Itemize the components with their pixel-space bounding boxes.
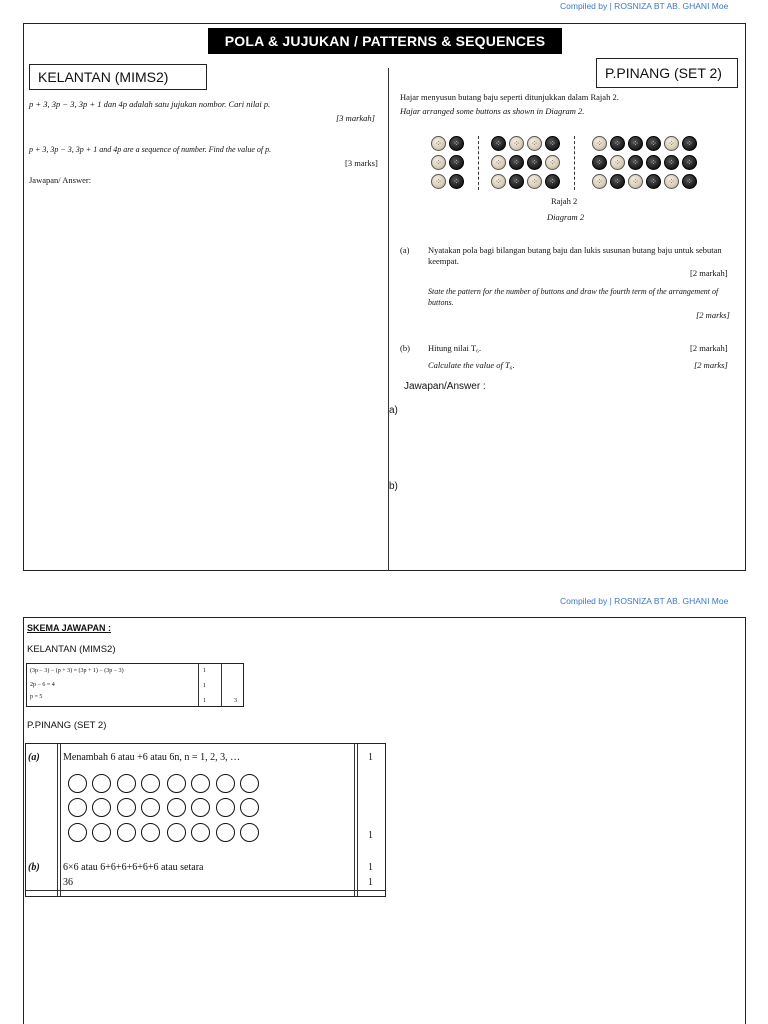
circle-icon [68,798,87,817]
button-icon [509,155,524,170]
kelantan-mark-english: [3 marks] [345,158,378,168]
circle-icon [240,823,259,842]
part-b-label: (b) [400,343,410,353]
circle-icon [191,823,210,842]
circle-icon [92,798,111,817]
answer-a-label: a) [389,405,398,416]
button-icon [628,155,643,170]
button-icon [664,155,679,170]
circle-icon [191,774,210,793]
button-icon [527,155,542,170]
button-icon [509,174,524,189]
pinang-intro-english: Hajar arranged some buttons as shown in Diagram 2. [400,106,585,116]
circle-icon [141,774,160,793]
part-b-english: Calculate the value of T₆. [428,360,515,370]
kelantan-step-3-mark: 1 [203,698,206,704]
button-icon [431,174,446,189]
page-banner: POLA & JUJUKAN / PATTERNS & SEQUENCES [208,28,562,54]
pinang-intro-malay: Hajar menyusun butang baju seperti ditunjukkan dalam Rajah 2. [400,92,619,102]
kelantan-total-mark: 3 [234,698,237,704]
scheme-b-mark-1: 1 [368,862,373,873]
button-icon [527,174,542,189]
button-icon [682,174,697,189]
kelantan-step-1: (3p − 3) − (p + 3) = (3p + 1) − (3p − 3) [30,668,124,674]
circle-icon [117,798,136,817]
circle-icon [141,823,160,842]
circle-icon [216,823,235,842]
scheme-a-mark-1: 1 [368,752,373,763]
button-icon [431,136,446,151]
button-icon [449,155,464,170]
kelantan-label: KELANTAN (MIMS2) [29,64,207,90]
kelantan-step-2-mark: 1 [203,683,206,689]
part-b-malay: Hitung nilai T₆. [428,343,482,353]
circle-icon [240,798,259,817]
circle-icon [92,823,111,842]
button-icon [646,174,661,189]
part-b-mark-malay: [2 markah] [690,343,728,353]
part-a-malay: Nyatakan pola bagi bilangan butang baju dan lukis susunan butang baju untuk sebutan keempat. [428,245,722,266]
circle-icon [167,774,186,793]
credit-text-page2: Compiled by | ROSNIZA BT AB. GHANI Moe [560,596,729,606]
button-icon [664,136,679,151]
part-a-mark-malay: [2 markah] [690,268,728,278]
scheme-b-mark-2: 1 [368,877,373,888]
fourth-term-drawing [68,774,268,844]
scheme-a-text: Menambah 6 atau +6 atau 6n, n = 1, 2, 3, … [63,752,241,763]
button-icon [682,136,697,151]
diagram-caption-malay: Rajah 2 [551,196,578,206]
button-icon [491,174,506,189]
button-icon [646,155,661,170]
part-a-mark-english: [2 marks] [696,310,730,320]
part-a-english: State the pattern for the number of buttons and draw the fourth term of the arrangement of buttons. [428,287,719,307]
scheme-b-label: (b) [28,862,40,873]
kelantan-step-1-mark: 1 [203,668,206,674]
kelantan-step-3: p = 5 [30,694,43,700]
button-icon [527,136,542,151]
button-icon [610,174,625,189]
scheme-pinang-label: P.PINANG (SET 2) [27,720,107,731]
circle-icon [92,774,111,793]
circle-icon [117,774,136,793]
button-icon [449,174,464,189]
button-diagram [428,134,708,192]
button-icon [664,174,679,189]
circle-icon [141,798,160,817]
button-icon [545,174,560,189]
button-icon [628,136,643,151]
kelantan-question-english: p + 3, 3p − 3, 3p + 1 and 4p are a sequence of number. Find the value of p. [29,145,272,154]
circle-icon [216,774,235,793]
button-icon [592,174,607,189]
button-icon [431,155,446,170]
scheme-title: SKEMA JAWAPAN : [27,623,112,633]
scheme-kelantan-label: KELANTAN (MIMS2) [27,644,116,655]
credit-text: Compiled by | ROSNIZA BT AB. GHANI Moe [560,1,729,11]
circle-icon [216,798,235,817]
pinang-scheme-table [25,743,386,897]
button-icon [628,174,643,189]
scheme-a-label: (a) [28,752,40,763]
button-icon [610,136,625,151]
button-icon [449,136,464,151]
kelantan-step-2: 2p − 6 = 4 [30,682,55,688]
kelantan-mark-malay: [3 markah] [336,113,375,123]
button-icon [545,155,560,170]
button-icon [509,136,524,151]
scheme-a-mark-2: 1 [368,830,373,841]
diagram-caption-english: Diagram 2 [547,212,585,222]
circle-icon [68,823,87,842]
circle-icon [68,774,87,793]
scheme-b-answer: 36 [63,877,73,888]
part-b-mark-english: [2 marks] [694,360,728,370]
column-divider [388,68,389,571]
button-icon [682,155,697,170]
circle-icon [167,823,186,842]
scheme-b-text: 6×6 atau 6+6+6+6+6+6 atau setara [63,862,204,873]
button-icon [491,136,506,151]
button-icon [592,136,607,151]
button-icon [646,136,661,151]
button-icon [592,155,607,170]
pinang-label: P.PINANG (SET 2) [596,58,738,88]
answer-b-label: b) [389,481,398,492]
kelantan-answer-label: Jawapan/ Answer: [29,175,92,185]
kelantan-question-malay: p + 3, 3p − 3, 3p + 1 dan 4p adalah satu jujukan nombor. Cari nilai p. [29,99,271,109]
circle-icon [191,798,210,817]
part-a-label: (a) [400,245,410,255]
circle-icon [240,774,259,793]
kelantan-scheme-table [26,663,244,707]
button-icon [610,155,625,170]
button-icon [545,136,560,151]
circle-icon [117,823,136,842]
pinang-answer-label: Jawapan/Answer : [404,381,486,392]
circle-icon [167,798,186,817]
button-icon [491,155,506,170]
